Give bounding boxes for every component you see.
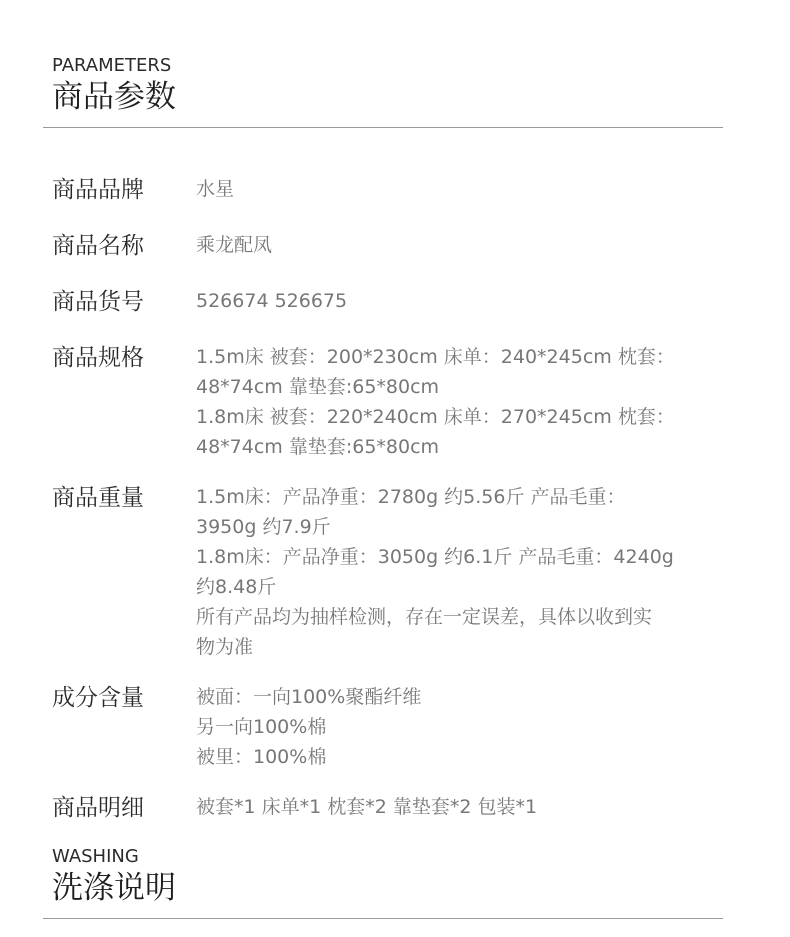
param-label: 成分含量 — [52, 685, 144, 711]
param-value-line: 所有产品均为抽样检测，存在一定误差，具体以收到实 — [196, 606, 653, 628]
param-value-line: 48*74cm 靠垫套:65*80cm — [196, 436, 440, 458]
param-row — [52, 226, 732, 266]
param-value — [196, 678, 696, 772]
param-row — [52, 282, 732, 322]
parameters-cn-title: 商品参数 — [52, 79, 176, 115]
washing-cn-title: 洗涤说明 — [52, 870, 176, 906]
param-value — [196, 478, 696, 662]
param-value-line: 1.8m床：产品净重：3050g 约6.1斤 产品毛重：4240g — [196, 546, 674, 568]
param-value-line: 526674 526675 — [196, 290, 348, 312]
param-label: 商品名称 — [52, 233, 144, 259]
param-value-line: 物为准 — [196, 636, 254, 658]
param-row — [52, 170, 732, 210]
param-value-line: 3950g 约7.9斤 — [196, 516, 331, 538]
param-value-line: 1.8m床 被套：220*240cm 床单：270*245cm 枕套： — [196, 406, 675, 428]
washing-header — [52, 846, 732, 908]
param-label: 商品货号 — [52, 289, 144, 315]
param-value-line: 48*74cm 靠垫套:65*80cm — [196, 376, 440, 398]
parameters-header — [52, 55, 732, 117]
param-row — [52, 338, 732, 462]
param-value — [196, 282, 696, 322]
param-value — [196, 226, 696, 266]
parameters-list — [52, 170, 732, 844]
param-value-line: 约8.48斤 — [196, 576, 277, 598]
param-row — [52, 478, 732, 662]
param-label: 商品明细 — [52, 795, 144, 821]
param-label: 商品规格 — [52, 345, 144, 371]
param-row — [52, 678, 732, 772]
param-row — [52, 788, 732, 828]
param-value-line: 被面：一向100%聚酯纤维 — [196, 686, 422, 708]
param-value-line: 另一向100%棉 — [196, 716, 327, 738]
param-value-line: 被里：100%棉 — [196, 746, 327, 768]
param-label: 商品品牌 — [52, 177, 144, 203]
washing-divider — [43, 918, 723, 919]
param-value-line: 1.5m床：产品净重：2780g 约5.56斤 产品毛重： — [196, 486, 626, 508]
param-label: 商品重量 — [52, 485, 144, 511]
param-value-line: 1.5m床 被套：200*230cm 床单：240*245cm 枕套： — [196, 346, 675, 368]
parameters-divider — [43, 127, 723, 128]
param-value — [196, 338, 696, 462]
param-value — [196, 788, 696, 828]
param-value-line: 乘龙配凤 — [196, 234, 273, 256]
param-value — [196, 170, 696, 210]
param-value-line: 被套*1 床单*1 枕套*2 靠垫套*2 包装*1 — [196, 796, 538, 818]
parameters-en-title: PARAMETERS — [52, 55, 172, 76]
washing-en-title: WASHING — [52, 846, 139, 867]
param-value-line: 水星 — [196, 178, 235, 200]
